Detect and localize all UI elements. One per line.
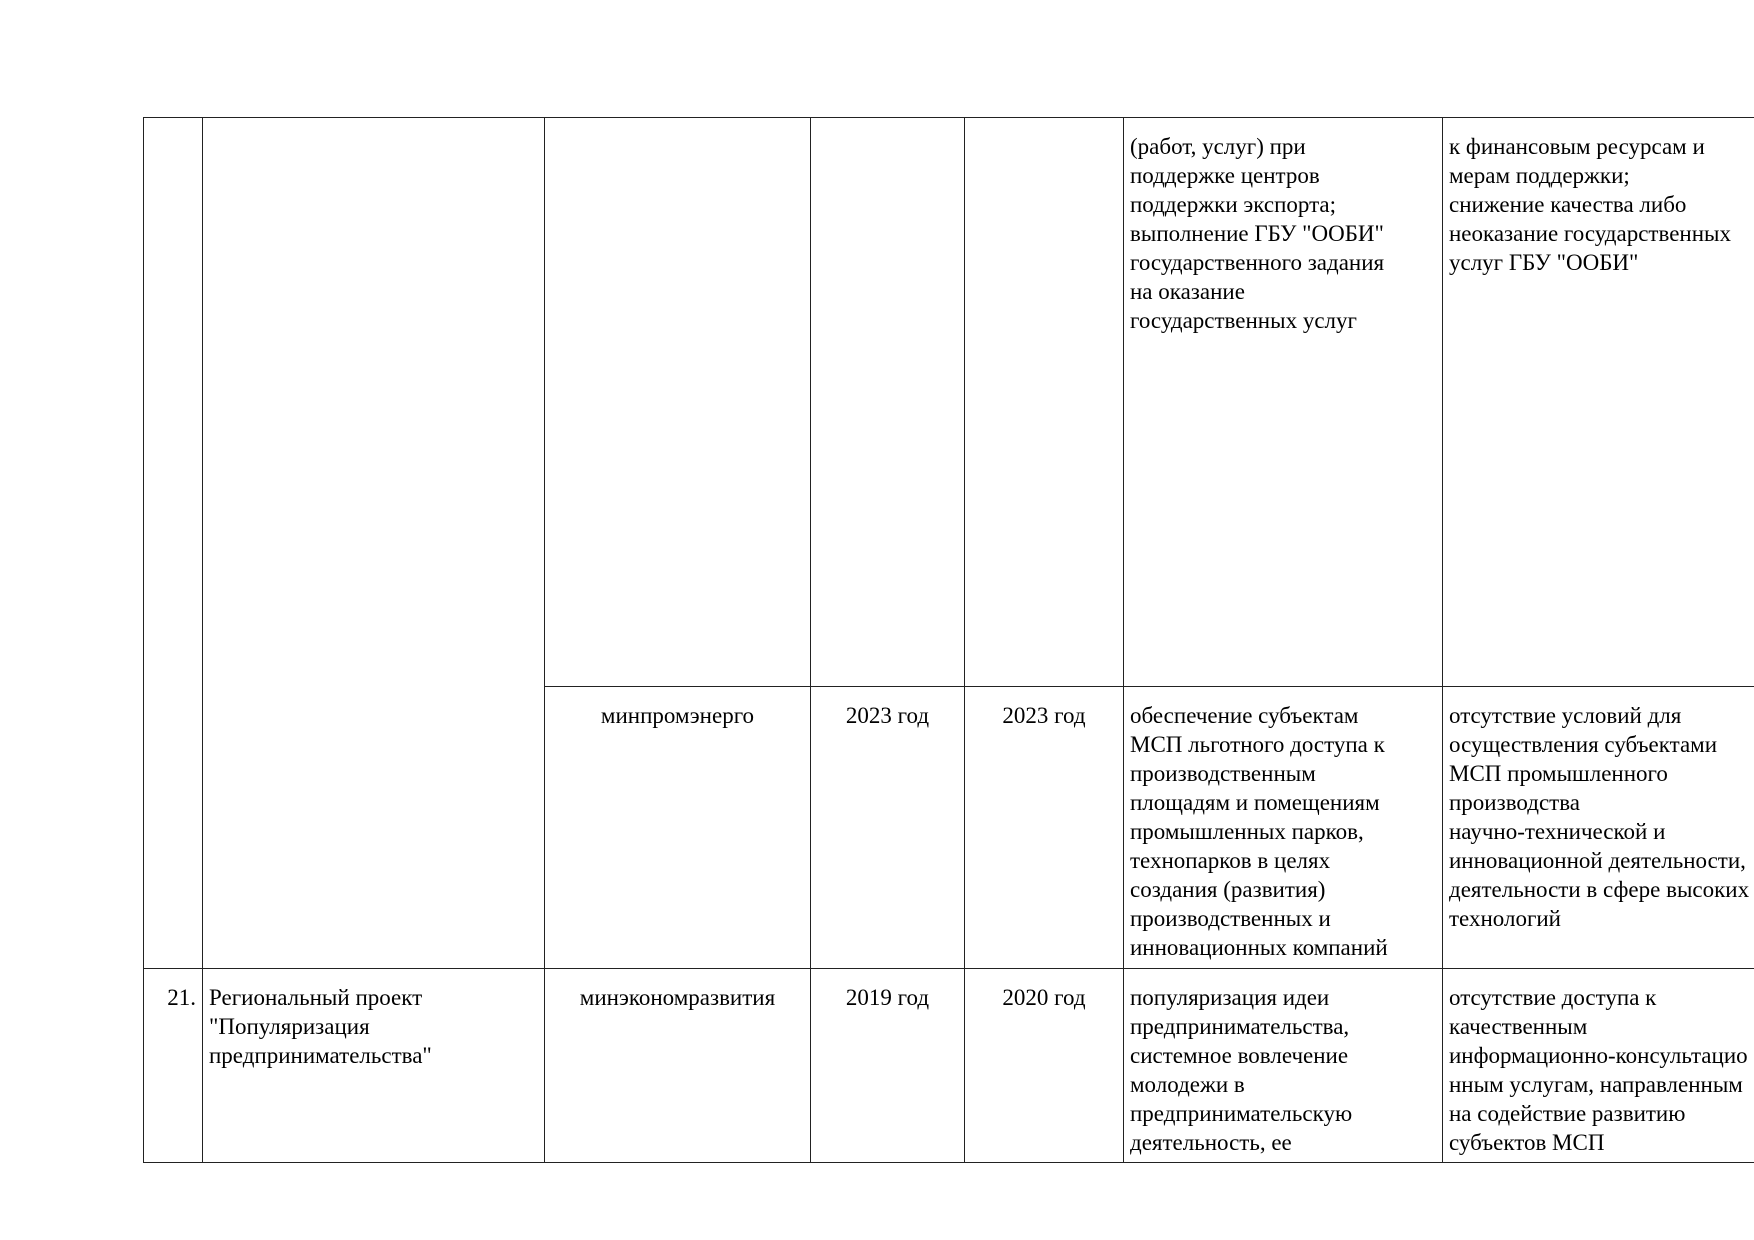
start-year-cell: 2023 год — [811, 687, 965, 969]
table-row — [144, 118, 1754, 687]
start-year-cell: 2019 год — [811, 969, 965, 1163]
measure-name-cell — [203, 118, 545, 969]
consequence-text: к финансовым ресурсам и мерам поддержки; снижение качества либо неоказание государственных услуг ГБУ "ООБИ" — [1449, 134, 1731, 275]
consequence-text: отсутствие условий для осуществления субъектами МСП промышленного производства научно-технической и инновационной деятельности, деятельности в сфере высоких технологий — [1449, 703, 1750, 931]
start-year-cell — [811, 118, 965, 687]
result-cell — [1124, 687, 1443, 969]
row-number-cell: 21. — [144, 969, 203, 1163]
consequence-cell — [1443, 687, 1754, 969]
result-text: обеспечение субъектам МСП льготного доступа к производственным площадям и помещениям промышленных парков, технопарков в целях создания (развития) производственных и инновационных компаний — [1130, 703, 1388, 960]
result-cell — [1124, 118, 1443, 687]
table-row — [144, 969, 1754, 1163]
consequence-text: отсутствие доступа к качественным информационно-консультацио нным услугам, направленным на содействие развитию субъектов МСП — [1449, 985, 1748, 1155]
end-year-cell — [965, 118, 1124, 687]
measure-name-text: Региональный проект "Популяризация предпринимательства" — [209, 985, 432, 1068]
executor-cell: минэкономразвития — [545, 969, 811, 1163]
executor-cell — [545, 118, 811, 687]
measures-table — [143, 117, 1754, 1163]
end-year-cell: 2020 год — [965, 969, 1124, 1163]
result-cell — [1124, 969, 1443, 1163]
consequence-cell — [1443, 118, 1754, 687]
measure-name-cell — [203, 969, 545, 1163]
end-year-cell: 2023 год — [965, 687, 1124, 969]
consequence-cell — [1443, 969, 1754, 1163]
result-text: популяризация идеи предпринимательства, системное вовлечение молодежи в предпринимательскую деятельность, ее — [1130, 985, 1353, 1155]
executor-cell: минпромэнерго — [545, 687, 811, 969]
result-text: (работ, услуг) при поддержке центров поддержки экспорта; выполнение ГБУ "ООБИ" государственного задания на оказание государственных услуг — [1130, 134, 1385, 333]
row-number-cell — [144, 118, 203, 969]
